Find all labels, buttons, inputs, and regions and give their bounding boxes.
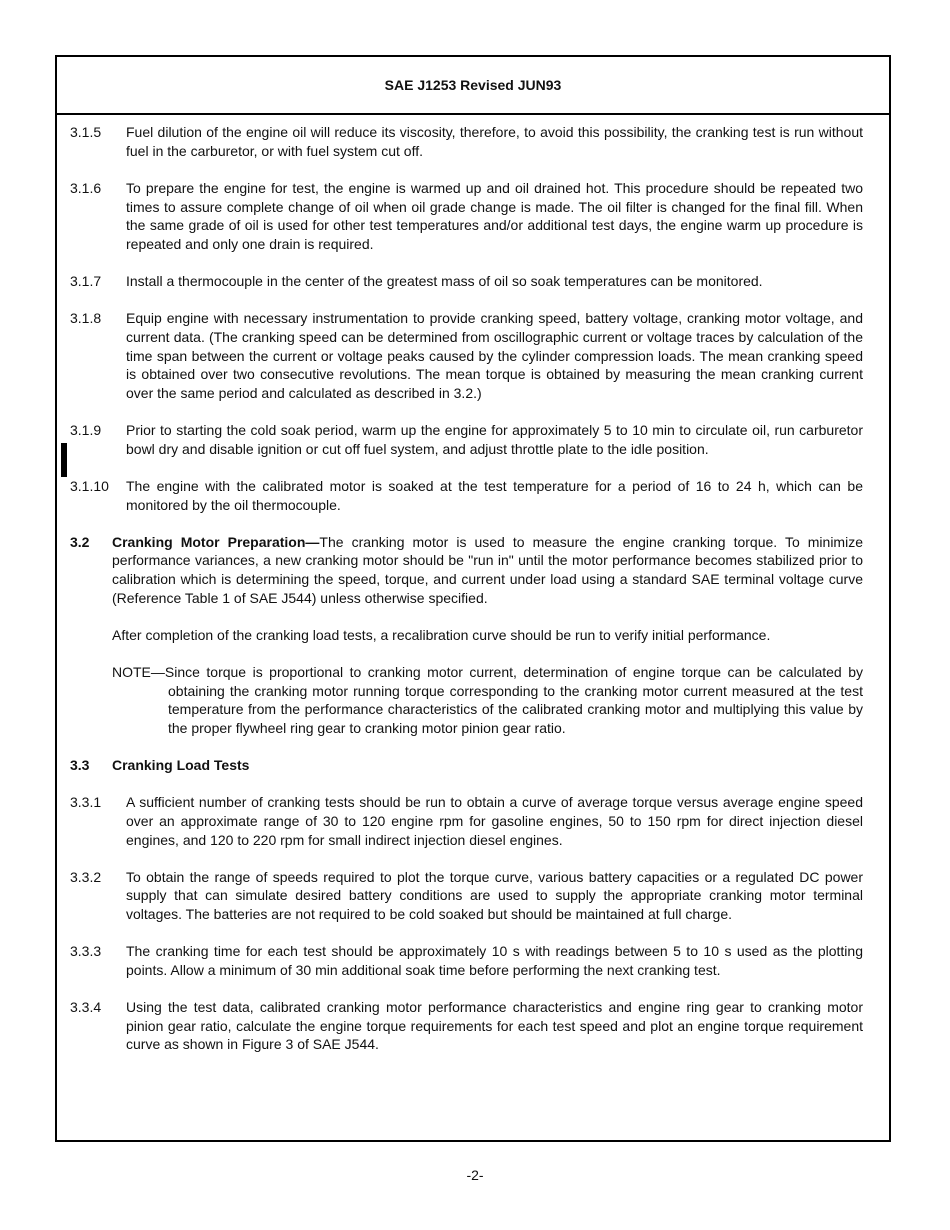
paragraph-text: Prior to starting the cold soak period, warm up the engine for approximately 5 to 10 min to circulate oil, run carburetor bowl dry and disable ignition or cut off fuel system, and adjust throttle plate to the idle position. bbox=[126, 422, 863, 457]
paragraph-3-1-8 bbox=[70, 309, 863, 403]
header-title: SAE J1253 Revised JUN93 bbox=[384, 77, 562, 93]
document-body bbox=[70, 123, 863, 1072]
section-3-2-followup: After completion of the cranking load tests, a recalibration curve should be run to verify initial performance. bbox=[112, 626, 771, 643]
section-3-2 bbox=[70, 533, 863, 608]
paragraph-text: Using the test data, calibrated cranking motor performance characteristics and engine ring gear to cranking motor pinion gear ratio, calculate the engine torque requirements for each test speed and plot an engine torque requirement curve as shown in Figure 3 of SAE J544. bbox=[126, 998, 863, 1053]
section-number: 3.3 bbox=[70, 757, 90, 774]
paragraph-3-3-3 bbox=[70, 942, 863, 979]
page-frame bbox=[55, 55, 891, 1142]
paragraph-text: The cranking time for each test should be approximately 10 s with readings between 5 to 10 s used as the plotting points. Allow a minimum of 30 min additional soak time before performing the next cranking test. bbox=[126, 943, 863, 978]
paragraph-number: 3.3.1 bbox=[70, 794, 102, 811]
paragraph-number: 3.3.4 bbox=[70, 998, 102, 1015]
paragraph-3-1-10 bbox=[70, 477, 863, 514]
document-header bbox=[57, 57, 889, 115]
paragraph-number: 3.1.6 bbox=[70, 179, 102, 196]
paragraph-text: Equip engine with necessary instrumentation to provide cranking speed, battery voltage, cranking motor voltage, and current data. (The cranking speed can be determined from oscillographic current or voltage traces by calculation of the time span between the current or voltage peaks caused by the cylinder compression loads. The mean cranking speed is obtained over two consecutive revolutions. The mean torque is obtained by measuring the mean cranking current over the same period and calculated as described in 3.2.) bbox=[126, 310, 863, 401]
paragraph-3-3-1 bbox=[70, 793, 863, 849]
paragraph-3-1-9 bbox=[70, 421, 863, 458]
section-text bbox=[112, 533, 863, 608]
page-number: -2- bbox=[466, 1167, 484, 1183]
paragraph-number: 3.1.7 bbox=[70, 273, 102, 289]
paragraph-3-3-4 bbox=[70, 998, 863, 1054]
paragraph-number: 3.1.8 bbox=[70, 310, 102, 327]
paragraph-number: 3.3.3 bbox=[70, 943, 102, 960]
paragraph-text: Fuel dilution of the engine oil will reduce its viscosity, therefore, to avoid this possibility, the cranking test is run without fuel in the carburetor, or with fuel system cut off. bbox=[126, 124, 863, 159]
paragraph-3-3-2 bbox=[70, 868, 863, 924]
revision-change-bar bbox=[61, 443, 67, 477]
paragraph-number: 3.1.10 bbox=[70, 477, 109, 494]
paragraph-number: 3.3.2 bbox=[70, 868, 102, 885]
section-heading: Cranking Load Tests bbox=[112, 757, 250, 774]
paragraph-3-1-7 bbox=[70, 272, 863, 291]
section-heading: Cranking Motor Preparation— bbox=[112, 533, 320, 550]
section-3-3 bbox=[70, 756, 863, 775]
section-number: 3.2 bbox=[70, 533, 90, 550]
paragraph-number: 3.1.9 bbox=[70, 422, 102, 438]
paragraph-text: To prepare the engine for test, the engine is warmed up and oil drained hot. This procedure should be repeated two times to assure complete change of oil when oil grade change is made. The oil filter is changed for the final fill. When the same grade of oil is used for other test temperatures and/or additional test days, the engine warm up procedure is repeated and only one drain is required. bbox=[126, 179, 863, 252]
paragraph-3-1-6 bbox=[70, 179, 863, 254]
paragraph-text: The engine with the calibrated motor is soaked at the test temperature for a period of 16 to 24 h, which can be monitored by the oil thermocouple. bbox=[126, 477, 863, 513]
note-paragraph: NOTE—Since torque is proportional to cranking motor current, determination of engine torque can be calculated by obtaining the cranking motor running torque corresponding to the cranking motor current measured at the test temperature from the performance characteristics of the calibrated cranking motor and multiplying this value by the proper flywheel ring gear to cranking motor pinion gear ratio. bbox=[112, 663, 863, 736]
paragraph-text: A sufficient number of cranking tests should be run to obtain a curve of average torque versus average engine speed over an approximate range of 30 to 120 engine rpm for gasoline engines, 50 to 150 rpm for direct injection diesel engines, and 120 to 220 rpm for small indirect injection diesel engines. bbox=[126, 794, 863, 848]
section-body: The cranking motor is used to measure the engine cranking torque. To minimize performance variances, a new cranking motor should be "run in" until the motor performance becomes stabilized prior to calibration which is determining the speed, torque, and current under load using a standard SAE terminal voltage curve (Reference Table 1 of SAE J544) unless otherwise specified. bbox=[112, 533, 863, 606]
paragraph-text: To obtain the range of speeds required to plot the torque curve, various battery capacities or a regulated DC power supply that can simulate desired battery conditions are used to supply the appropriate cranking motor terminal voltages. The batteries are not required to be cold soaked but should be maintained at full charge. bbox=[126, 868, 863, 923]
paragraph-3-1-5 bbox=[70, 123, 863, 160]
paragraph-text: Install a thermocouple in the center of the greatest mass of oil so soak temperatures can be monitored. bbox=[126, 273, 763, 289]
paragraph-number: 3.1.5 bbox=[70, 124, 102, 140]
